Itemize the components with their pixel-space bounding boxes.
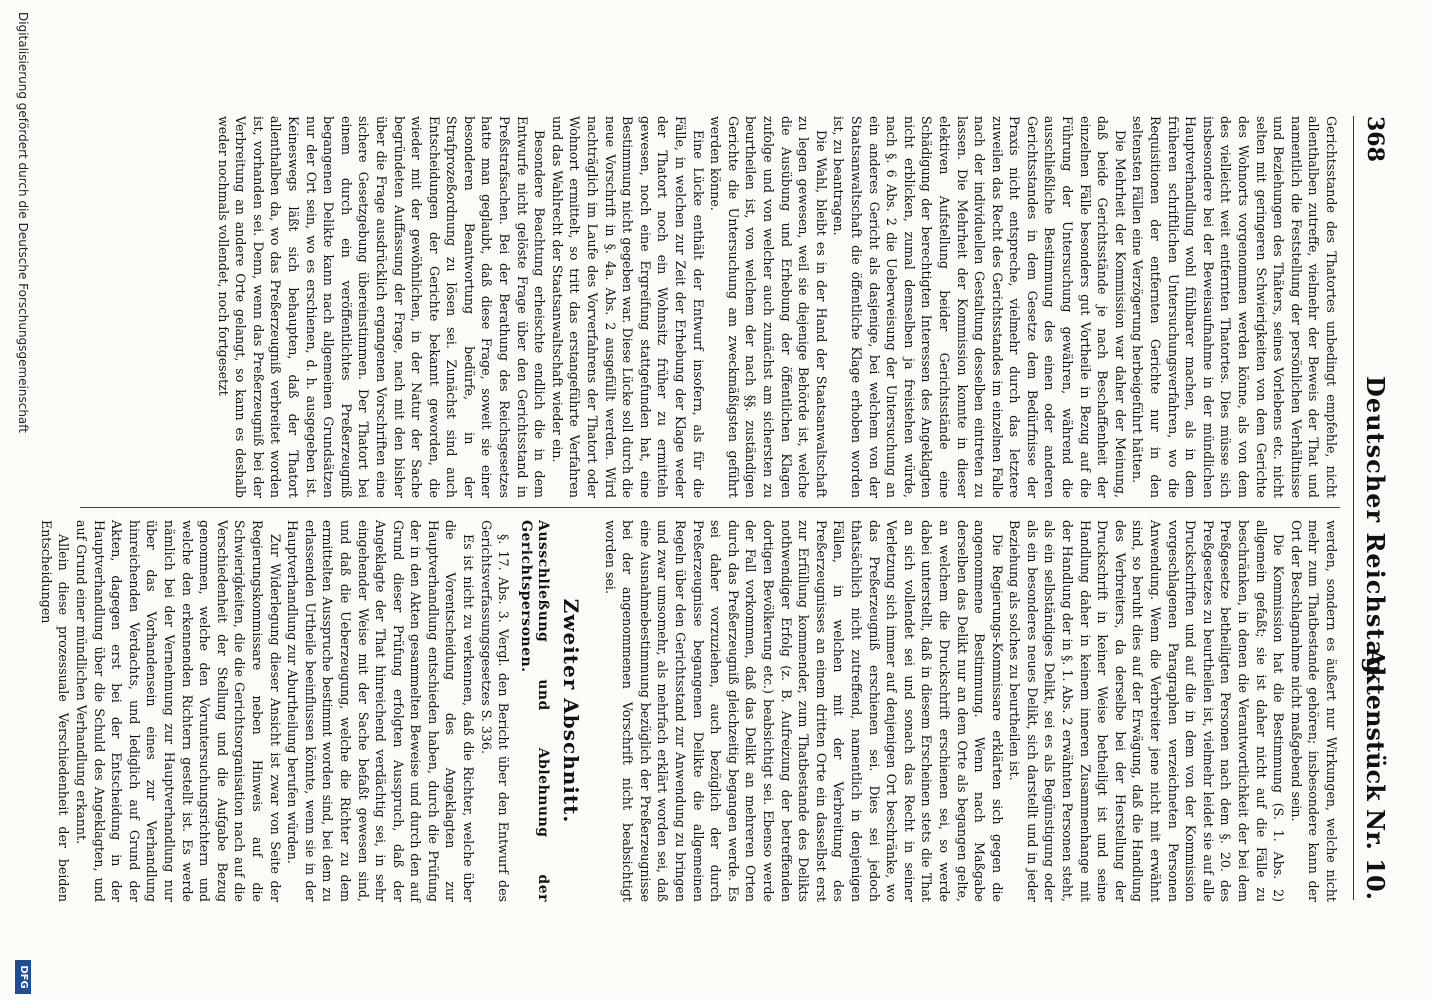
paragraph: Allein diese prozessuale Verschiedenheit der beiden Entscheidungen [38,520,72,902]
page-number: 368 [1362,116,1388,162]
paragraph: Eine Lücke enthält der Entwurf insofern, als für die Fälle, in welchen zur Zeit der Erhebung der Klage weder der Thatort noch ein Wohnsitz früher zu ermitteln gewesen, noch eine Ergreifung stattgefunden hat, eine Bestimmung nicht gegeben war. Diese Lücke soll durch die neue Vorschrift in §. 4a. Abs. 2 ausgefüllt werden. Wird nachträglich im Laufe des Vorverfahrens der Thatort oder Wohnort ermittelt, so tritt das erstangeführte Verfahren und das Wahlrecht der Staatsanwaltschaft wieder ein. [549,116,706,498]
column-divider [80,507,1340,508]
running-head [1358,116,1392,900]
paragraph: Die Regierungs-Kommissare erklärten sich gegen die angenommene Bestimmung. Wenn nach Maßgabe derselben das Delikt nur an dem Orte als begangen gelte, an welchem die Druckschrift erschienen sei, so werde dabei unterstellt, daß in diesem Erscheinen stets die That an sich vollendet sei und sonach das Recht in seiner Verletzung sich immer auf denjenigen Ort beschränke, wo das Preßerzeugniß erschienen sei. Dies sei jedoch thatsächlich nicht zutreffend, namentlich in denjenigen Fällen, in welchen mit der Verbreitung des Preßerzeugnisses an einem dritten Orte ein dasselbst erst zur Erfüllung kommender, zum Thatbestande des Delikts nothwendiger Erfolg (z. B. Aufreizung der betreffenden dortigen Bevölkerung etc.) beabsichtigt sei. Ebenso werde der Fall vorkommen, daß das Delikt an mehreren Orten durch das Preßerzeugniß gleichzeitig begangen werde. Es sei daher vorzuziehen, auch bezüglich der durch Preßerzeugnisse begangenen Delikte die allgemeinen Regeln über den Gerichtsstand zur Anwendung zu bringen und zwar umsomehr, als mehrfach erklärt worden sei, daß eine Ausnahmebestimmung bezüglich der Preßerzeugnisse bei der angenommenen Vorschrift nicht beabsichtigt worden sei. [602,520,1005,902]
paragraph: §. 17. Abs. 3. Vergl. den Bericht über den Entwurf des Gerichtsverfassungsgesetzes S. 336. [478,520,512,902]
header-rule [1353,116,1354,900]
issue-number: Aktenstück Nr. 10. [1361,648,1390,900]
paragraph: Gerichtsstande des Thatortes unbedingt empfehle, nicht allenthalben zutreffe, vielmehr der Beweis der That und namentlich die Feststellung der persönlichen Verhältnisse und Beziehungen des Thäters, seines Vorlebens etc. nicht selten mit geringeren Schwierigkeiten von dem Gerichte des Wohnorts vorgenommen werden könne, als von dem des vielleicht weit entfernten Thatortes. Dies müsse sich insbesondere bei der Beweisaufnahme in der mündlichen Hauptverhandlung wohl fühlbarer machen, als in dem früheren schriftlichen Untersuchungsverfahren, wo die Requisitionen der entfernten Gerichte nur in den seltensten Fällen eine Verzögerung herbeigeführt hätten. [1130,116,1339,498]
dfg-logo: DFG [15,960,31,994]
paragraph: Die Wahl, bleibt es in der Hand der Staatsanwaltschaft zu legen gewesen, weil sie diejenige Behörde ist, welche die Ausübung und Erhebung der öffentlichen Klagen zufolge und von welcher auch zunächst am sichersten zu beurtheilen ist, von welchem der nach §§. zuständigen Gerichte die Untersuchung am zweckmäßigsten geführt werden könne. [708,116,829,498]
paragraph: werden, sondern es äußert nur Wirkungen, welche nicht mehr zum Thatbestande gehören; insbesondere kann der Ort der Beschlagnahme nicht maßgebend sein. [1288,520,1339,902]
paragraph: Die Mehrheit der Kommission war daher der Meinung, daß beide Gerichtsstände je nach Beschaffenheit der einzelnen Fälle besonders gut Vortheile in Bezug auf die Führung der Untersuchung gewähren, während die ausschließliche Bestimmung des einen oder anderen Gerichtsstandes in dem Gesetze dem Bedürfnisse der Praxis nicht entspreche, vielmehr durch das letztere zuweilen das Recht des Gerichtsstandes im einzelnen Falle nach der individuellen Gestaltung desselben eintreten zu lassen. Die Mehrheit der Kommission konnte in dieser elektiven Aufstellung beider Gerichtsstände eine Schädigung der berechtigten Interessen des Angeklagten nicht erblicken, zumal demselben ja freistehen würde, nach §. 6 Abs. 2 die Ueberweisung der Untersuchung an ein anderes Gericht als dasjenige, bei welchem von der Staatsanwaltschaft die öffentliche Klage erhoben worden ist, zu beantragen. [831,116,1128,498]
digitization-note: Digitalisierung gefördert durch die Deutsche Forschungsgemeinschaft [16,12,30,434]
paragraph: Besondere Beachtung erheischte endlich die in dem Entwurfe nicht gelöste Frage über den Gerichtsstand in Preßstrafsachen. Bei der Berathung des Reichsgesetzes hatte man geglaubt, daß diese Frage, soweit sie einer besonderen Beantwortung bedürfe, in der Strafprozeßordnung zu lösen sei. Zunächst sind auch Entscheidungen der Gerichte bekannt geworden, die wieder mit der gewöhnlichen, in der Natur der Sache begründeten Auffassung der Frage, nach mit den bisher über die Frage ausdrücklich ergangenen Vorschriften eine sichere Gesetzgebung übereinstimmen. Der Thatort bei einem durch ein veröffentlichtes Preßerzeugniß begangenen Delikte kann nach allgemeinen Grundsätzen nur der Ort sein, wo es erschienen, d. h. ausgegeben ist. Keineswegs läßt sich behaupten, daß der Thatort allenthalben da, wo das Preßerzeugniß verbreitet worden ist, vorhanden sei. Denn, wenn das Preßerzeugniß bei der Verbreitung an andere Orte gelangt, so kann es deshalb weder nochmals vollendet, noch fortgesetzt [215,116,548,498]
left-column [85,116,1340,498]
journal-title: Deutscher Reichstag. [1361,376,1390,685]
paragraph: Es ist nicht zu verkennen, daß die Richter, welche über die Vorentscheidung des Angeklagten zur Hauptverhandlung entschieden haben, durch die Prüfung der in den Akten gesammelten Beweise und durch den auf Grund dieser Prüfung erfolgten Ausspruch, daß der Angeklagte der That hinreichend verdächtig sei, in sehr eingehender Weise mit der Sache befaßt gewesen sind, und daß die Ueberzeugung, welche die Richter zu dem ermittelten Ausspruche bestimmt worden sind, bei dem zu erlassenden Urtheile beeinflussen könnte, wenn sie in der Hauptverhandlung zur Aburtheilung berufen würden. [285,520,477,902]
subheading: Ausschließung und Ablehnung der Gerichtspersonen. [517,520,552,902]
section-heading: Zweiter Abschnitt. [559,598,584,824]
right-column [38,520,1340,902]
digitization-footer [10,0,34,1000]
paragraph: Die Kommission hat die Bestimmung (S. 1. Abs. 2) allgemein gefaßt; sie ist daher nicht auf die Fälle zu beschränken, in denen die Verantwortlichkeit der bei dem Preßgesetze betheiligten Personen nach dem §. 20. des Preßgesetzes zu beurtheilen ist, vielmehr leidet sie auf alle Druckschriften und auf die in dem von der Kommission vorgeschlagenen Paragraphen verzeichneten Personen Anwendung. Wenn die Verbreiter jene nicht mit erwähnt sind, so beruht dies auf der Erwägung, daß die Handlung des Verbreiters, da derselbe bei der Herstellung der Druckschrift in keiner Weise betheiligt ist und seine Handlung daher in keinem inneren Zusammenhange mit der Handlung der in §. 1. Abs. 2 erwähnten Personen steht, als ein selbständiges Delikt, sei es als Begünstigung oder als ein besonderes neues Delikt, sich darstellt und in jeder Beziehung als solches zu beurtheilen ist. [1007,520,1287,902]
paragraph: Zur Widerlegung dieser Ansicht ist zwar von Seite der Regierungskommissare neben Hinweis auf die Schwierigkeiten, die die Gerichtsorganisation nach auf die Verschiedenheit der Stellung und die Aufgabe Bezug genommen, welche den Voruntersuchungsrichtern und welche den erkennenden Richtern gestellt ist. Es werde nämlich bei der Vernehmung zur Hauptverhandlung nur über das Vorhandensein eines zur Verhandlung hinreichenden Verdachts, und lediglich auf Grund der Akten, dagegen erst bei der Entscheidung in der Hauptverhandlung über die Schuld des Angeklagten, und auf Grund einer mündlichen Verhandlung erkannt. [74,520,283,902]
